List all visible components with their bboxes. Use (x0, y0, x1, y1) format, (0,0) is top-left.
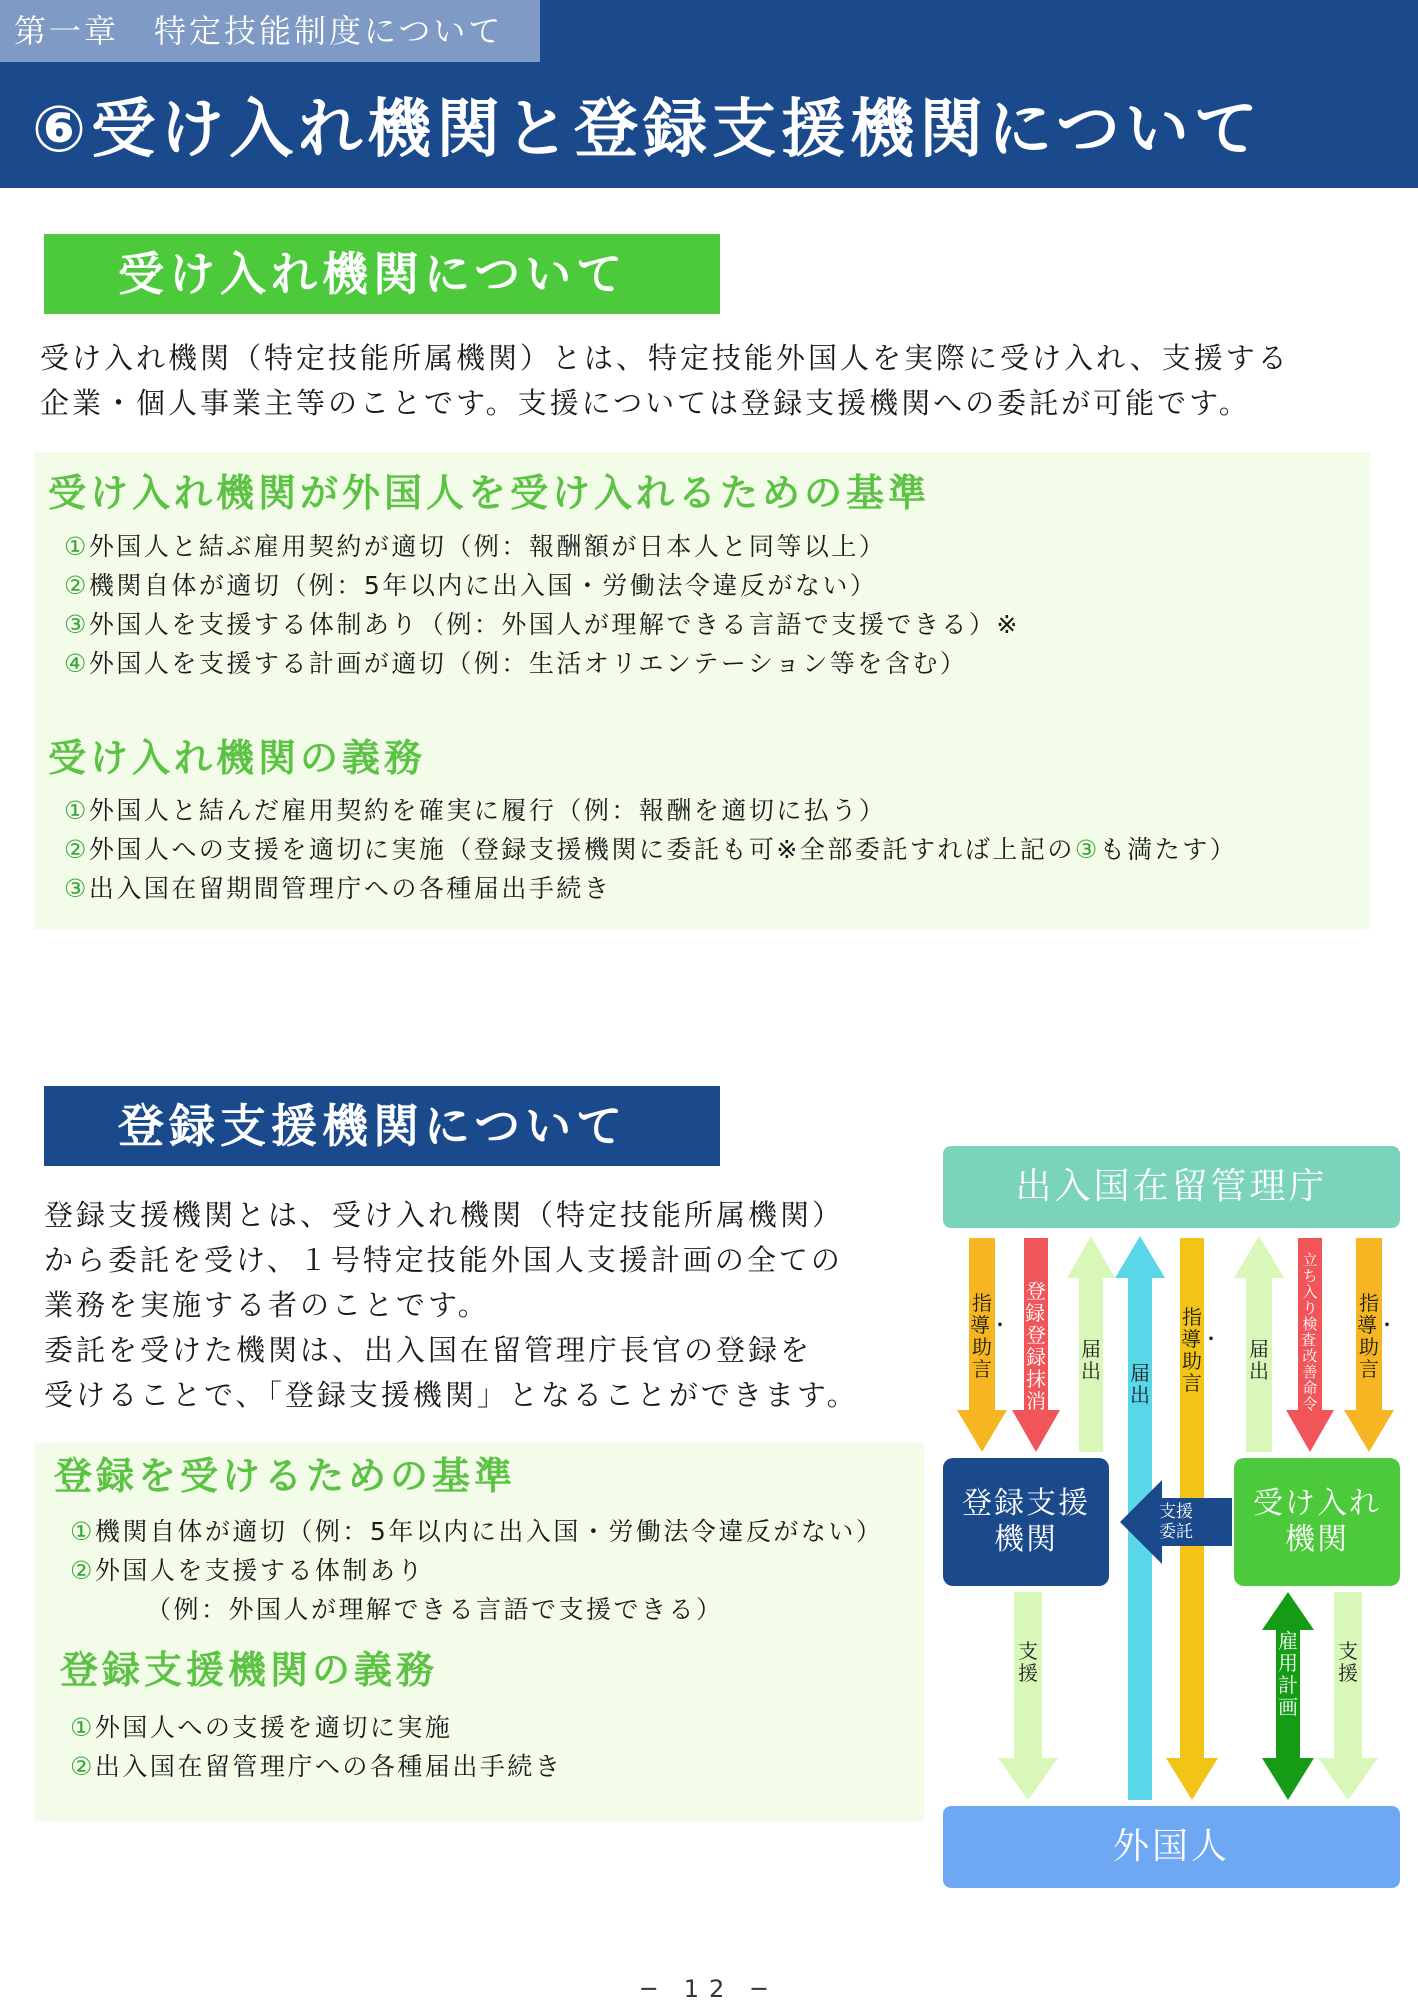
label-guidance-right: 指導・助言 (1357, 1291, 1397, 1381)
list-item: ②出入国在留管理庁への各種届出手続き (70, 1752, 563, 1781)
list-item: ③出入国在留期間管理庁への各種届出手続き (64, 874, 612, 903)
list-item: ①外国人への支援を適切に実施 (70, 1713, 453, 1742)
intro-line: 委託を受けた機関は、出入国在留管理庁長官の登録を (44, 1333, 813, 1367)
label-inspection: 立ち入り検査・改善命令 (1301, 1251, 1332, 1413)
receiving-org-box: 受け入れ 機関 (1234, 1458, 1400, 1586)
receiving-criteria-heading: 受け入れ機関が外国人を受け入れるための基準 (48, 471, 931, 515)
registration-criteria-heading: 登録を受けるための基準 (54, 1454, 517, 1498)
registration-criteria-list (70, 1512, 883, 1629)
label-support-right: 支援 (1338, 1639, 1358, 1685)
intro-line: 業務を実施する者のことです。 (44, 1288, 490, 1322)
label-guidance-left: 指導・助言 (970, 1291, 1010, 1381)
list-item: ③外国人を支援する体制あり（例：外国人が理解できる言語で支援できる）※ (64, 610, 1020, 639)
list-item: ②外国人への支援を適切に実施（登録支援機関に委託も可※全部委託すれば上記の③も満たす） (64, 835, 1238, 864)
page-number: ─ 12 ─ (641, 1975, 777, 2003)
section1-intro (40, 336, 1400, 426)
section-heading-receiving-org: 受け入れ機関について (44, 234, 720, 314)
label-support-delegation: 支援 委託 (1159, 1502, 1193, 1542)
receiving-criteria-list (64, 527, 1020, 683)
label-notify-right: 届出 (1249, 1337, 1269, 1383)
label-notify-foreigner: 届出 (1130, 1361, 1150, 1407)
intro-line: から委託を受け、１号特定技能外国人支援計画の全ての (44, 1243, 843, 1277)
section2-intro (44, 1193, 924, 1418)
page-title: ⑥受け入れ機関と登録支援機関について (32, 93, 1263, 167)
list-item: ①外国人と結ぶ雇用契約が適切（例：報酬額が日本人と同等以上） (64, 532, 887, 561)
label-guidance-foreigner: 指導・助言 (1181, 1305, 1221, 1395)
list-item: （例：外国人が理解できる言語で支援できる） (146, 1595, 724, 1624)
arrow-support-right (1318, 1592, 1378, 1800)
intro-line: 受けることで、「登録支援機関」となることができます。 (44, 1378, 859, 1412)
foreigner-box: 外国人 (943, 1806, 1400, 1888)
registered-duties-heading: 登録支援機関の義務 (60, 1648, 439, 1692)
registered-support-org-box: 登録支援 機関 (943, 1458, 1109, 1586)
arrow-support-left (998, 1592, 1058, 1800)
list-item: ②機関自体が適切（例：5年以内に出入国・労働法令違反がない） (64, 571, 878, 600)
intro-line: 登録支援機関とは、受け入れ機関（特定技能所属機関） (44, 1198, 845, 1232)
list-item: ①機関自体が適切（例：5年以内に出入国・労働法令違反がない） (70, 1517, 884, 1546)
label-register-cancel: 登録・登録抹消 (1025, 1279, 1065, 1413)
list-item: ④外国人を支援する計画が適切（例：生活オリエンテーション等を含む） (64, 649, 968, 678)
label-support-left: 支援 (1018, 1639, 1038, 1685)
intro-line: 受け入れ機関（特定技能所属機関）とは、特定技能外国人を実際に受け入れ、支援する (40, 341, 1290, 375)
label-employment-plan: 雇用計画 (1278, 1629, 1298, 1719)
section-heading-registered-org: 登録支援機関について (44, 1086, 720, 1166)
chapter-label: 第一章 特定技能制度について (0, 0, 540, 62)
list-item: ②外国人を支援する体制あり (70, 1556, 425, 1585)
receiving-duties-list (64, 791, 1237, 908)
immigration-agency-box: 出入国在留管理庁 (943, 1146, 1400, 1228)
registered-duties-list (70, 1708, 562, 1786)
receiving-duties-heading: 受け入れ機関の義務 (48, 736, 427, 780)
list-item: ①外国人と結んだ雇用契約を確実に履行（例：報酬を適切に払う） (64, 796, 887, 825)
label-notify-left: 届出 (1081, 1337, 1101, 1383)
intro-line: 企業・個人事業主等のことです。支援については登録支援機関への委託が可能です。 (40, 386, 1251, 420)
